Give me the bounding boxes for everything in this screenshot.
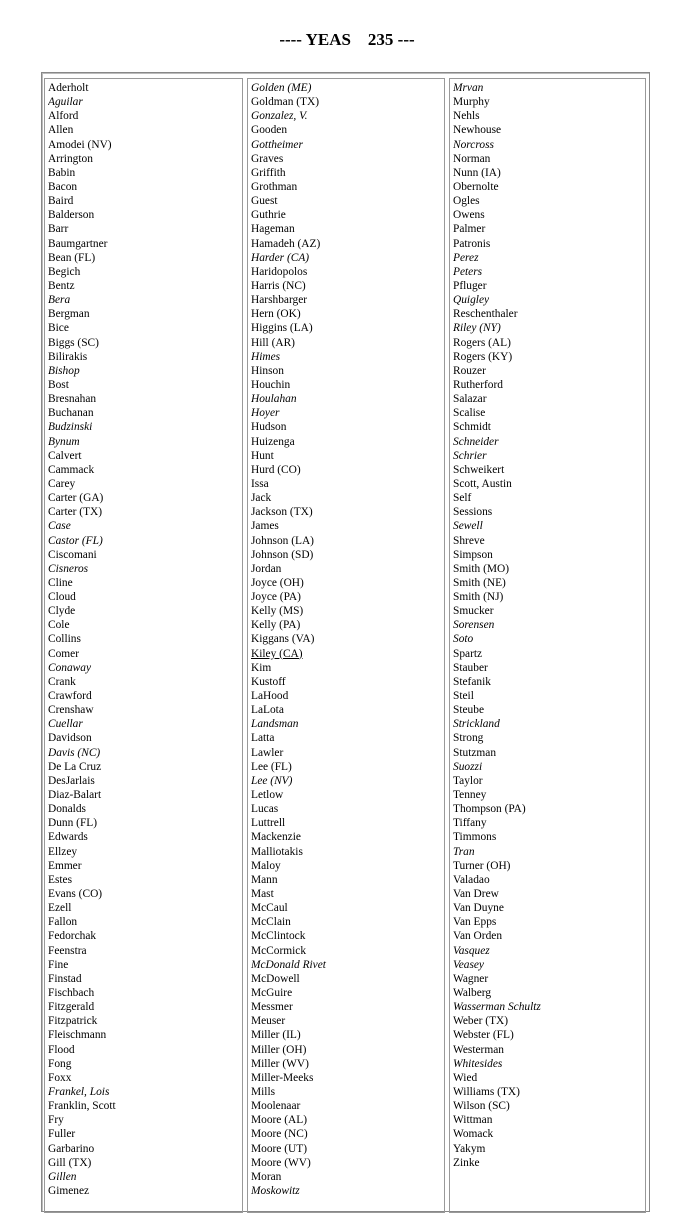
member-name: Reschenthaler — [453, 308, 518, 321]
member-name: Mast — [251, 888, 274, 901]
member-name: LaHood — [251, 690, 289, 703]
member-name: Soto — [453, 633, 474, 646]
member-name: McDowell — [251, 972, 300, 985]
member-name: Wied — [453, 1071, 478, 1084]
member-name: LaLota — [251, 704, 284, 717]
member-name: Mrvan — [453, 82, 484, 94]
member-name: Emmer — [48, 859, 82, 872]
member-name: Conaway — [48, 661, 92, 674]
member-name: Fleischmann — [48, 1029, 107, 1042]
member-name: Kelly (MS) — [251, 605, 304, 618]
member-name: Kiggans (VA) — [251, 633, 315, 646]
member-name: Crenshaw — [48, 704, 94, 717]
member-name: McCormick — [251, 944, 307, 957]
member-name: Davis (NC) — [48, 746, 101, 759]
member-name: Moore (NC) — [251, 1128, 308, 1141]
member-name: Maloy — [251, 859, 281, 872]
names-column-2 — [247, 78, 445, 1213]
member-name: Hoyer — [251, 407, 280, 420]
member-name: Lucas — [251, 803, 279, 816]
member-name: Collins — [48, 633, 81, 646]
member-name: Ezell — [48, 902, 72, 915]
member-name: Riley (NY) — [453, 322, 501, 335]
member-name: Pfluger — [453, 279, 487, 292]
member-name: Smith (NJ) — [453, 591, 504, 604]
member-name: Mills — [251, 1085, 276, 1098]
member-name: Rutherford — [453, 378, 503, 391]
member-name: Miller (WV) — [251, 1057, 309, 1070]
member-name: Van Duyne — [453, 902, 504, 915]
member-name: Gottheimer — [251, 138, 303, 151]
member-name: Joyce (OH) — [251, 576, 304, 589]
member-name: Mackenzie — [251, 831, 301, 844]
member-name: Letlow — [251, 789, 284, 802]
member-name: Nunn (IA) — [453, 166, 501, 179]
member-name: Wagner — [453, 972, 489, 985]
member-name: Frankel, Lois — [48, 1085, 110, 1098]
member-name: Finstad — [48, 972, 82, 985]
member-name: Castor (FL) — [48, 534, 103, 547]
member-name: Johnson (LA) — [251, 534, 314, 547]
member-name: DesJarlais — [48, 774, 95, 787]
member-name: Houchin — [251, 378, 291, 391]
member-name: Arrington — [48, 152, 93, 165]
member-name: Baird — [48, 195, 74, 208]
member-name: McDonald Rivet — [251, 958, 326, 971]
member-name: De La Cruz — [48, 760, 102, 773]
member-name: Clyde — [48, 605, 76, 618]
names-column-3 — [449, 78, 646, 1213]
member-name: Sorensen — [453, 619, 495, 632]
member-name: Ellzey — [48, 845, 78, 858]
member-name: Jackson (TX) — [251, 506, 313, 519]
member-name: Fitzpatrick — [48, 1015, 98, 1028]
member-name: Houlahan — [251, 393, 297, 406]
member-name: Meuser — [251, 1015, 286, 1028]
member-name: Bera — [48, 294, 71, 307]
member-name: Kelly (PA) — [251, 619, 301, 632]
member-name: Graves — [251, 152, 284, 165]
member-name: Gimenez — [48, 1184, 90, 1197]
member-name: Bentz — [48, 279, 75, 292]
member-name: Goldman (TX) — [251, 96, 320, 109]
member-name: McGuire — [251, 987, 293, 999]
member-name: Malliotakis — [251, 845, 303, 858]
member-name: Bilirakis — [48, 350, 88, 363]
member-name: Moore (UT) — [251, 1142, 307, 1155]
member-name: Huizenga — [251, 435, 295, 448]
member-name: Diaz-Balart — [48, 789, 102, 802]
member-name: Grothman — [251, 180, 298, 193]
vote-heading: ---- YEAS 235 --- — [279, 30, 415, 49]
member-name: Rogers (KY) — [453, 350, 513, 363]
member-name: Yakym — [453, 1142, 486, 1155]
member-name: Zinke — [453, 1156, 480, 1169]
member-name: Carter (GA) — [48, 492, 104, 505]
member-name: Scalise — [453, 407, 486, 420]
member-name: Fedorchak — [48, 930, 97, 943]
member-name: Budzinski — [48, 421, 93, 434]
member-name: Gill (TX) — [48, 1156, 92, 1169]
member-name: Evans (CO) — [48, 888, 103, 901]
member-name: Fuller — [48, 1128, 76, 1141]
member-name: Stutzman — [453, 746, 497, 759]
member-name: Moore (WV) — [251, 1156, 311, 1169]
member-name: Cline — [48, 576, 73, 589]
member-name: Flood — [48, 1043, 75, 1056]
member-name: Comer — [48, 647, 80, 660]
member-name: Kiley (CA) — [251, 647, 303, 660]
member-name: Balderson — [48, 209, 95, 222]
member-name: Stauber — [453, 661, 488, 674]
member-name: Rogers (AL) — [453, 336, 511, 349]
member-name: Cammack — [48, 463, 95, 476]
member-name: Wasserman Schultz — [453, 1001, 541, 1014]
member-name: Self — [453, 492, 472, 505]
member-name: Hunt — [251, 449, 274, 462]
member-name: Bergman — [48, 308, 90, 321]
member-name: Veasey — [453, 958, 484, 971]
member-name: Harder (CA) — [251, 251, 310, 264]
member-name: Harris (NC) — [251, 279, 306, 292]
member-name: Strong — [453, 732, 484, 745]
member-name: Guthrie — [251, 209, 286, 222]
member-name: Cole — [48, 619, 70, 632]
member-name: Fry — [48, 1114, 64, 1127]
member-name: Jordan — [251, 562, 282, 575]
member-name: Tiffany — [453, 817, 487, 830]
member-name: Sessions — [453, 506, 493, 519]
member-name: Gonzalez, V. — [251, 110, 308, 123]
member-name: Wilson (SC) — [453, 1100, 510, 1113]
member-name: Palmer — [453, 223, 486, 236]
member-name: Turner (OH) — [453, 859, 511, 872]
member-name: Moolenaar — [251, 1100, 301, 1113]
member-name: Rouzer — [453, 364, 486, 377]
member-name: Baumgartner — [48, 237, 108, 250]
member-name: Bice — [48, 322, 69, 335]
member-name: Harshbarger — [251, 294, 308, 307]
member-name: Suozzi — [453, 760, 483, 773]
member-name: Womack — [453, 1128, 494, 1141]
member-name: Valadao — [453, 873, 490, 886]
member-name: Hurd (CO) — [251, 463, 301, 476]
member-name: McClintock — [251, 930, 306, 943]
member-name: Norcross — [453, 138, 494, 151]
member-name: Scott, Austin — [453, 477, 512, 490]
member-name: Calvert — [48, 449, 82, 462]
member-name: Higgins (LA) — [251, 322, 313, 335]
member-name: Williams (TX) — [453, 1085, 520, 1098]
member-name: Murphy — [453, 96, 490, 109]
member-name: Nehls — [453, 110, 480, 123]
member-name: Van Drew — [453, 888, 499, 901]
member-name: Fine — [48, 958, 69, 971]
member-name: Hern (OK) — [251, 308, 301, 321]
member-name: Newhouse — [453, 124, 502, 137]
member-name: Golden (ME) — [251, 82, 312, 94]
member-name: Bishop — [48, 364, 80, 377]
member-name: Van Orden — [453, 930, 503, 943]
names-column-1 — [44, 78, 243, 1213]
member-name: Schweikert — [453, 463, 505, 476]
member-name: Salazar — [453, 393, 487, 406]
member-name: Taylor — [453, 774, 483, 787]
member-name: Buchanan — [48, 407, 94, 420]
member-name: Patronis — [453, 237, 491, 250]
member-name: Quigley — [453, 294, 490, 307]
member-name: Gillen — [48, 1170, 77, 1183]
member-name: Franklin, Scott — [48, 1100, 116, 1113]
member-name: Lee (NV) — [251, 774, 293, 787]
member-name: Norman — [453, 152, 491, 165]
member-name: Hudson — [251, 421, 287, 434]
member-name: Hill (AR) — [251, 336, 295, 349]
member-name: Strickland — [453, 718, 500, 731]
member-name: Crawford — [48, 690, 92, 703]
member-name: Estes — [48, 873, 73, 886]
member-name: Donalds — [48, 803, 86, 816]
member-name: McCaul — [251, 902, 288, 915]
member-name: Peters — [453, 265, 483, 278]
member-name: Smith (NE) — [453, 576, 506, 589]
member-name: Bost — [48, 378, 69, 391]
member-name: Simpson — [453, 548, 493, 561]
member-name: Aguilar — [48, 96, 83, 109]
member-name: James — [251, 520, 279, 533]
member-name: Shreve — [453, 534, 485, 547]
yeas-table — [41, 72, 650, 1212]
member-name: Jack — [251, 492, 272, 505]
member-name: Moore (AL) — [251, 1114, 307, 1127]
member-name: Smucker — [453, 605, 494, 618]
member-name: Bean (FL) — [48, 251, 96, 264]
member-name: Amodei (NV) — [48, 138, 112, 151]
member-name: Schneider — [453, 435, 499, 448]
member-name: Lawler — [251, 746, 284, 759]
member-name: Lee (FL) — [251, 760, 292, 773]
member-name: Bresnahan — [48, 393, 97, 406]
member-name: McClain — [251, 916, 291, 929]
member-name: Steube — [453, 704, 485, 717]
member-name: Johnson (SD) — [251, 548, 314, 561]
member-name: Messmer — [251, 1001, 293, 1014]
member-name: Fischbach — [48, 987, 95, 999]
member-name: Ogles — [453, 195, 480, 208]
member-name: Aderholt — [48, 82, 89, 94]
member-name: Latta — [251, 732, 275, 745]
member-name: Tenney — [453, 789, 487, 802]
member-name: Issa — [251, 477, 269, 490]
member-name: Feenstra — [48, 944, 87, 957]
member-name: Allen — [48, 124, 74, 137]
member-name: Barr — [48, 223, 69, 236]
member-name: Carey — [48, 477, 76, 490]
member-name: Hinson — [251, 364, 284, 377]
member-name: Bynum — [48, 435, 80, 448]
member-name: Walberg — [453, 987, 492, 999]
member-name: Fallon — [48, 916, 78, 929]
member-name: Webster (FL) — [453, 1029, 514, 1042]
member-name: Miller (IL) — [251, 1029, 301, 1042]
member-name: Tran — [453, 845, 475, 858]
member-name: Ciscomani — [48, 548, 97, 561]
member-name: Case — [48, 520, 71, 533]
member-name: Biggs (SC) — [48, 336, 99, 349]
member-name: Kim — [251, 661, 272, 674]
member-name: Owens — [453, 209, 485, 222]
member-name: Whitesides — [453, 1057, 503, 1070]
member-name: Crank — [48, 675, 76, 688]
member-name: Timmons — [453, 831, 497, 844]
member-name: Cloud — [48, 591, 76, 604]
member-name: Schrier — [453, 449, 487, 462]
member-name: Thompson (PA) — [453, 803, 526, 816]
member-name: Vasquez — [453, 944, 490, 957]
member-name: Himes — [251, 350, 281, 363]
member-name: Westerman — [453, 1043, 504, 1056]
member-name: Cuellar — [48, 718, 83, 731]
member-name: Steil — [453, 690, 474, 703]
member-name: Sewell — [453, 520, 483, 533]
member-name: Schmidt — [453, 421, 491, 434]
member-name: Carter (TX) — [48, 506, 103, 519]
member-name: Dunn (FL) — [48, 817, 98, 830]
member-name: Kustoff — [251, 675, 286, 688]
member-name: Moran — [251, 1170, 282, 1183]
member-name: Weber (TX) — [453, 1015, 509, 1028]
member-name: Hamadeh (AZ) — [251, 237, 321, 250]
member-name: Edwards — [48, 831, 88, 844]
member-name: Gooden — [251, 124, 288, 137]
member-name: Davidson — [48, 732, 92, 745]
member-name: Foxx — [48, 1071, 72, 1084]
member-name: Fitzgerald — [48, 1001, 95, 1014]
member-name: Mann — [251, 873, 278, 886]
member-name: Miller (OH) — [251, 1043, 307, 1056]
member-name: Bacon — [48, 180, 78, 193]
member-name: Landsman — [251, 718, 299, 731]
member-name: Alford — [48, 110, 79, 123]
member-name: Cisneros — [48, 562, 89, 575]
member-name: Guest — [251, 195, 278, 208]
member-name: Moskowitz — [251, 1184, 300, 1197]
member-name: Spartz — [453, 647, 483, 660]
member-name: Perez — [453, 251, 479, 264]
member-name: Miller-Meeks — [251, 1071, 314, 1084]
member-name: Fong — [48, 1057, 72, 1070]
member-name: Haridopolos — [251, 265, 308, 278]
member-name: Griffith — [251, 166, 286, 179]
member-name: Van Epps — [453, 916, 497, 929]
member-name: Wittman — [453, 1114, 493, 1127]
member-name: Babin — [48, 166, 76, 179]
member-name: Obernolte — [453, 180, 499, 193]
member-name: Smith (MO) — [453, 562, 510, 575]
member-name: Luttrell — [251, 817, 286, 830]
member-name: Hageman — [251, 223, 295, 236]
member-name: Garbarino — [48, 1142, 95, 1155]
member-name: Begich — [48, 265, 81, 278]
member-name: Joyce (PA) — [251, 591, 301, 604]
member-name: Stefanik — [453, 675, 491, 688]
